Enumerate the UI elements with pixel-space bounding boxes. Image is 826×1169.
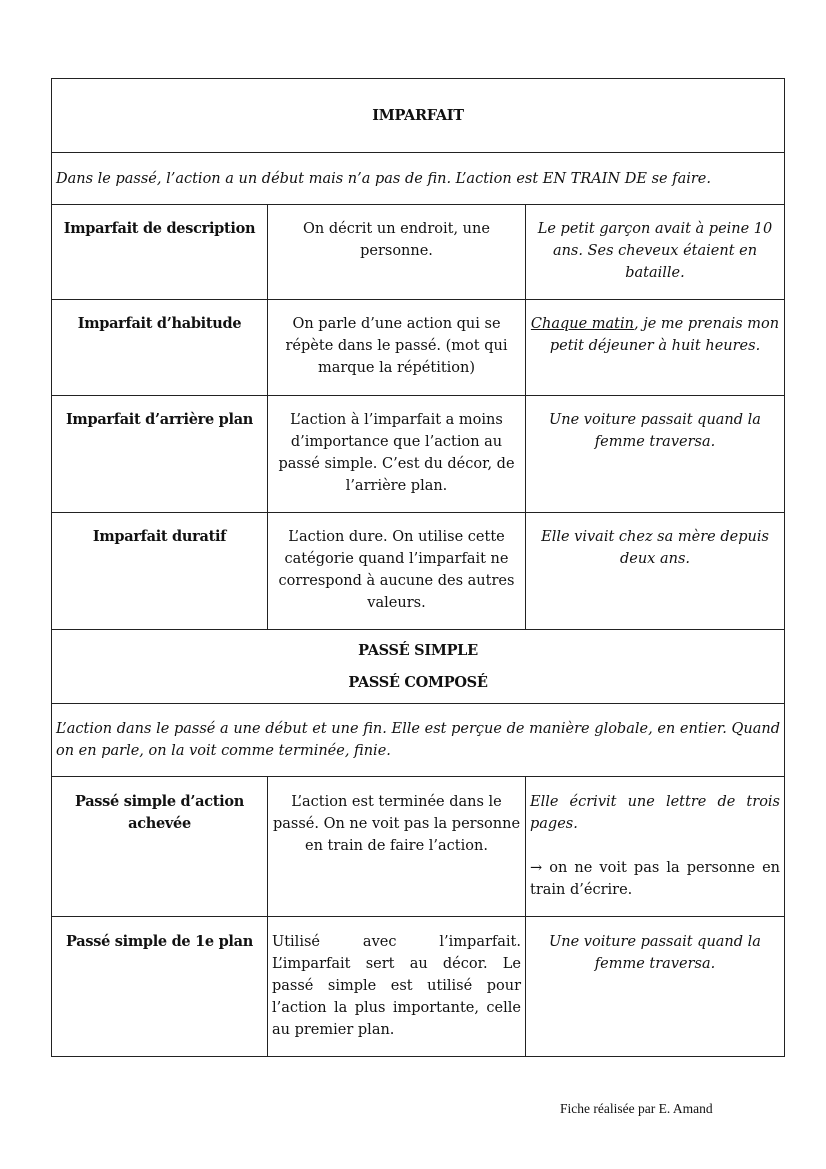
table-row	[52, 513, 785, 630]
passe-compose-title: PASSÉ COMPOSÉ	[348, 673, 488, 691]
example-text: Elle écrivit une lettre de trois pages.	[530, 794, 781, 832]
table-row	[52, 396, 785, 513]
row-label: Imparfait d’habitude	[52, 300, 268, 396]
row-description: L’action à l’imparfait a moins d’importance que l’action au passé simple. C’est du décor, de l’arrière plan.	[268, 396, 526, 513]
row-description: L’action est terminée dans le passé. On ne voit pas la personne en train de faire l’action.	[268, 777, 526, 917]
table-row	[52, 300, 785, 396]
passe-simple-title: PASSÉ SIMPLE	[358, 641, 478, 659]
example-note: → on ne voit pas la personne en train d’écrire.	[530, 860, 781, 898]
row-label: Passé simple d’action achevée	[52, 777, 268, 917]
row-example: Le petit garçon avait à peine 10 ans. Ses cheveux étaient en bataille.	[526, 205, 785, 300]
row-description: On parle d’une action qui se répète dans le passé. (mot qui marque la répétition)	[268, 300, 526, 396]
row-example: Une voiture passait quand la femme traversa.	[526, 917, 785, 1057]
row-example	[526, 300, 785, 396]
row-label: Imparfait duratif	[52, 513, 268, 630]
example-underlined: Chaque matin	[530, 316, 634, 332]
imparfait-title: IMPARFAIT	[52, 79, 785, 153]
footer-credit: Fiche réalisée par E. Amand	[560, 1101, 713, 1116]
imparfait-intro: Dans le passé, l’action a un début mais n’a pas de fin. L’action est EN TRAIN DE se faire.	[52, 153, 785, 205]
table-row	[52, 917, 785, 1057]
table-row	[52, 777, 785, 917]
row-label: Imparfait d’arrière plan	[52, 396, 268, 513]
row-example: Une voiture passait quand la femme traversa.	[526, 396, 785, 513]
passe-title	[52, 630, 785, 704]
row-description: Utilisé avec l’imparfait. L’imparfait sert au décor. Le passé simple est utilisé pour l’action la plus importante, celle au premier plan.	[268, 917, 526, 1057]
table-row	[52, 205, 785, 300]
row-example	[526, 777, 785, 917]
row-label: Passé simple de 1e plan	[52, 917, 268, 1057]
row-description: L’action dure. On utilise cette catégorie quand l’imparfait ne correspond à aucune des autres valeurs.	[268, 513, 526, 630]
row-label: Imparfait de description	[52, 205, 268, 300]
row-example: Elle vivait chez sa mère depuis deux ans.	[526, 513, 785, 630]
row-description: On décrit un endroit, une personne.	[268, 205, 526, 300]
grammar-table	[51, 78, 785, 1057]
example-rest: , je me prenais mon petit déjeuner à huit heures.	[549, 316, 780, 354]
passe-intro: L’action dans le passé a une début et une fin. Elle est perçue de manière globale, en entier. Quand on en parle, on la voit comme terminée, finie.	[52, 704, 785, 777]
